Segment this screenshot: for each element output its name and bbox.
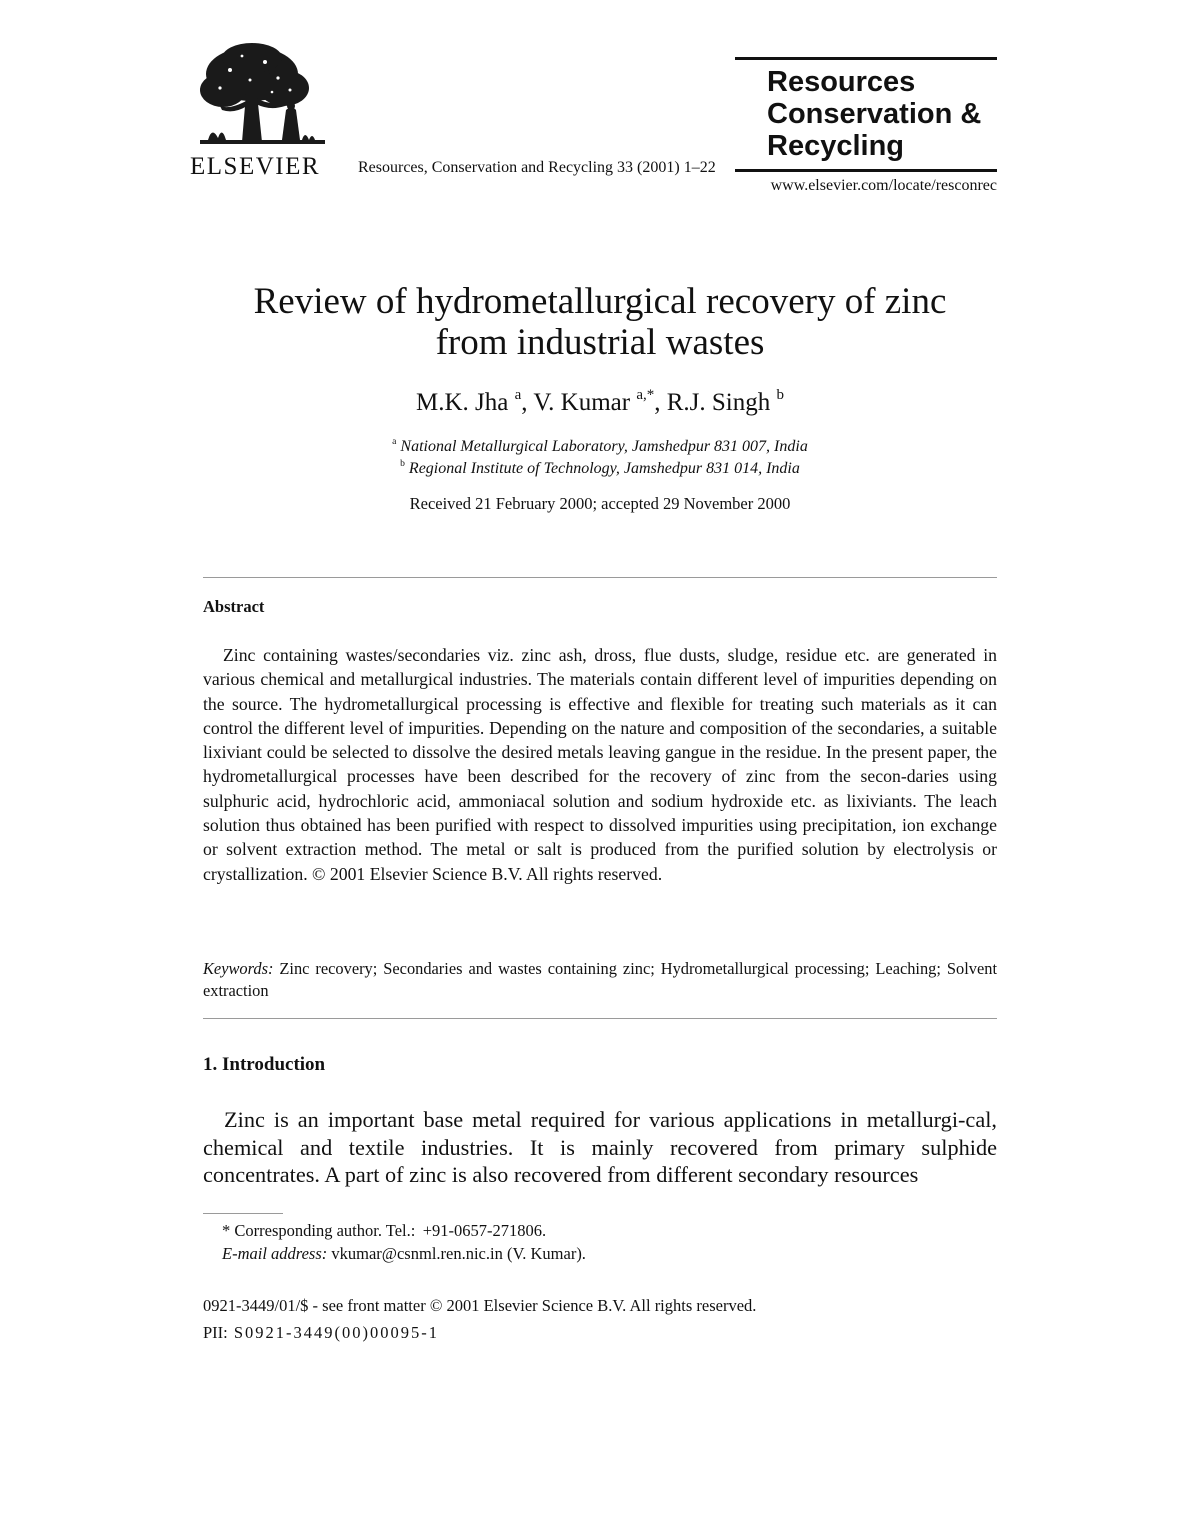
article-title-line: from industrial wastes	[435, 322, 765, 363]
journal-citation: Resources, Conservation and Recycling 33 (2001) 1–22	[358, 159, 716, 176]
article-title-line: Review of hydrometallurgical recovery of zinc	[253, 281, 947, 322]
section-heading: 1. Introduction	[203, 1054, 326, 1075]
copyright-line: 0921-3449/01/$ - see front matter © 2001 Elsevier Science B.V. All rights reserved.	[203, 1296, 757, 1315]
abstract-heading: Abstract	[203, 597, 265, 616]
affiliation-mark: b	[400, 457, 405, 469]
affiliation-mark: a	[392, 435, 397, 447]
pii-label: PII:	[203, 1323, 228, 1342]
affiliation	[150, 436, 1050, 458]
email-label: E-mail address:	[222, 1244, 328, 1263]
keywords-label: Keywords:	[203, 959, 274, 978]
author-separator: ,	[521, 389, 534, 416]
received-dates: Received 21 February 2000; accepted 29 November 2000	[409, 494, 791, 513]
author-name: R.J. Singh	[666, 389, 771, 416]
publisher-name: ELSEVIER	[190, 153, 321, 180]
journal-name	[735, 60, 997, 162]
pii-value: S0921-3449(00)00095-1	[233, 1323, 440, 1342]
email-note	[222, 1242, 586, 1265]
author-affiliation-mark: b	[776, 386, 785, 403]
journal-name-line: Conservation &	[767, 98, 982, 130]
abstract-body: Zinc containing wastes/secondaries viz. zinc ash, dross, flue dusts, sludge, residue etc. are generated in various chemical and metallurgical industries. The materials contain different level of impurities depending on the source. The hydrometallurgical processing is effective and flexible for treating such materials as it can control the different level of impurities. Depending on the nature and composition of the secondaries, a suitable lixiviant could be selected to dissolve the desired metals leaving gangue in the residue. In the present paper, the hydrometallurgical processes have been described for the recovery of zinc from the secon-daries using sulphuric acid, hydrochloric acid, ammoniacal solution and sodium hydroxide etc. as lixiviants. The leach solution thus obtained has been purified with respect to dissolved impurities using precipitation, ion exchange or solvent extraction method. The metal or salt is produced from the purified solution by electrolysis or crystallization. © 2001 Elsevier Science B.V. All rights reserved.	[203, 645, 997, 884]
author-separator: ,	[654, 389, 667, 416]
keywords	[203, 958, 997, 1002]
affiliation-list	[150, 436, 1050, 480]
journal-brand-bottom-rule	[735, 169, 997, 172]
affiliation	[150, 458, 1050, 480]
pii-line	[203, 1323, 439, 1343]
abstract-top-rule	[203, 577, 997, 578]
author-affiliation-mark: a	[514, 386, 522, 403]
affiliation-text: Regional Institute of Technology, Jamshedpur 831 014, India	[408, 460, 800, 477]
elsevier-tree-icon	[190, 40, 335, 155]
introduction-body: Zinc is an important base metal required for various applications in metallurgi-cal, chemical and textile industries. It is mainly recovered from primary sulphide concentrates. A part of zinc is also recovered from different secondary resources	[203, 1107, 997, 1187]
author-list	[150, 388, 1050, 418]
journal-name-line: Resources	[767, 66, 916, 98]
affiliation-text: National Metallurgical Laboratory, Jamshedpur 831 007, India	[400, 438, 808, 455]
author-affiliation-mark: a,*	[636, 386, 655, 403]
email-address: vkumar@csnml.ren.nic.in (V. Kumar).	[331, 1244, 586, 1263]
author-name: V. Kumar	[533, 389, 631, 416]
footnote-rule	[203, 1213, 283, 1214]
abstract-bottom-rule	[203, 1018, 997, 1019]
keywords-list: Zinc recovery; Secondaries and wastes containing zinc; Hydrometallurgical processing; Leaching; Solvent extraction	[203, 959, 997, 1000]
article-title	[150, 281, 1050, 363]
corresponding-author-note: * Corresponding author. Tel.: +91-0657-271806.	[222, 1221, 547, 1240]
journal-brand	[735, 57, 997, 172]
journal-name-line: Recycling	[767, 130, 904, 162]
footnotes	[222, 1219, 586, 1265]
author-name: M.K. Jha	[415, 389, 509, 416]
journal-url-link[interactable]: www.elsevier.com/locate/resconrec	[770, 177, 997, 194]
